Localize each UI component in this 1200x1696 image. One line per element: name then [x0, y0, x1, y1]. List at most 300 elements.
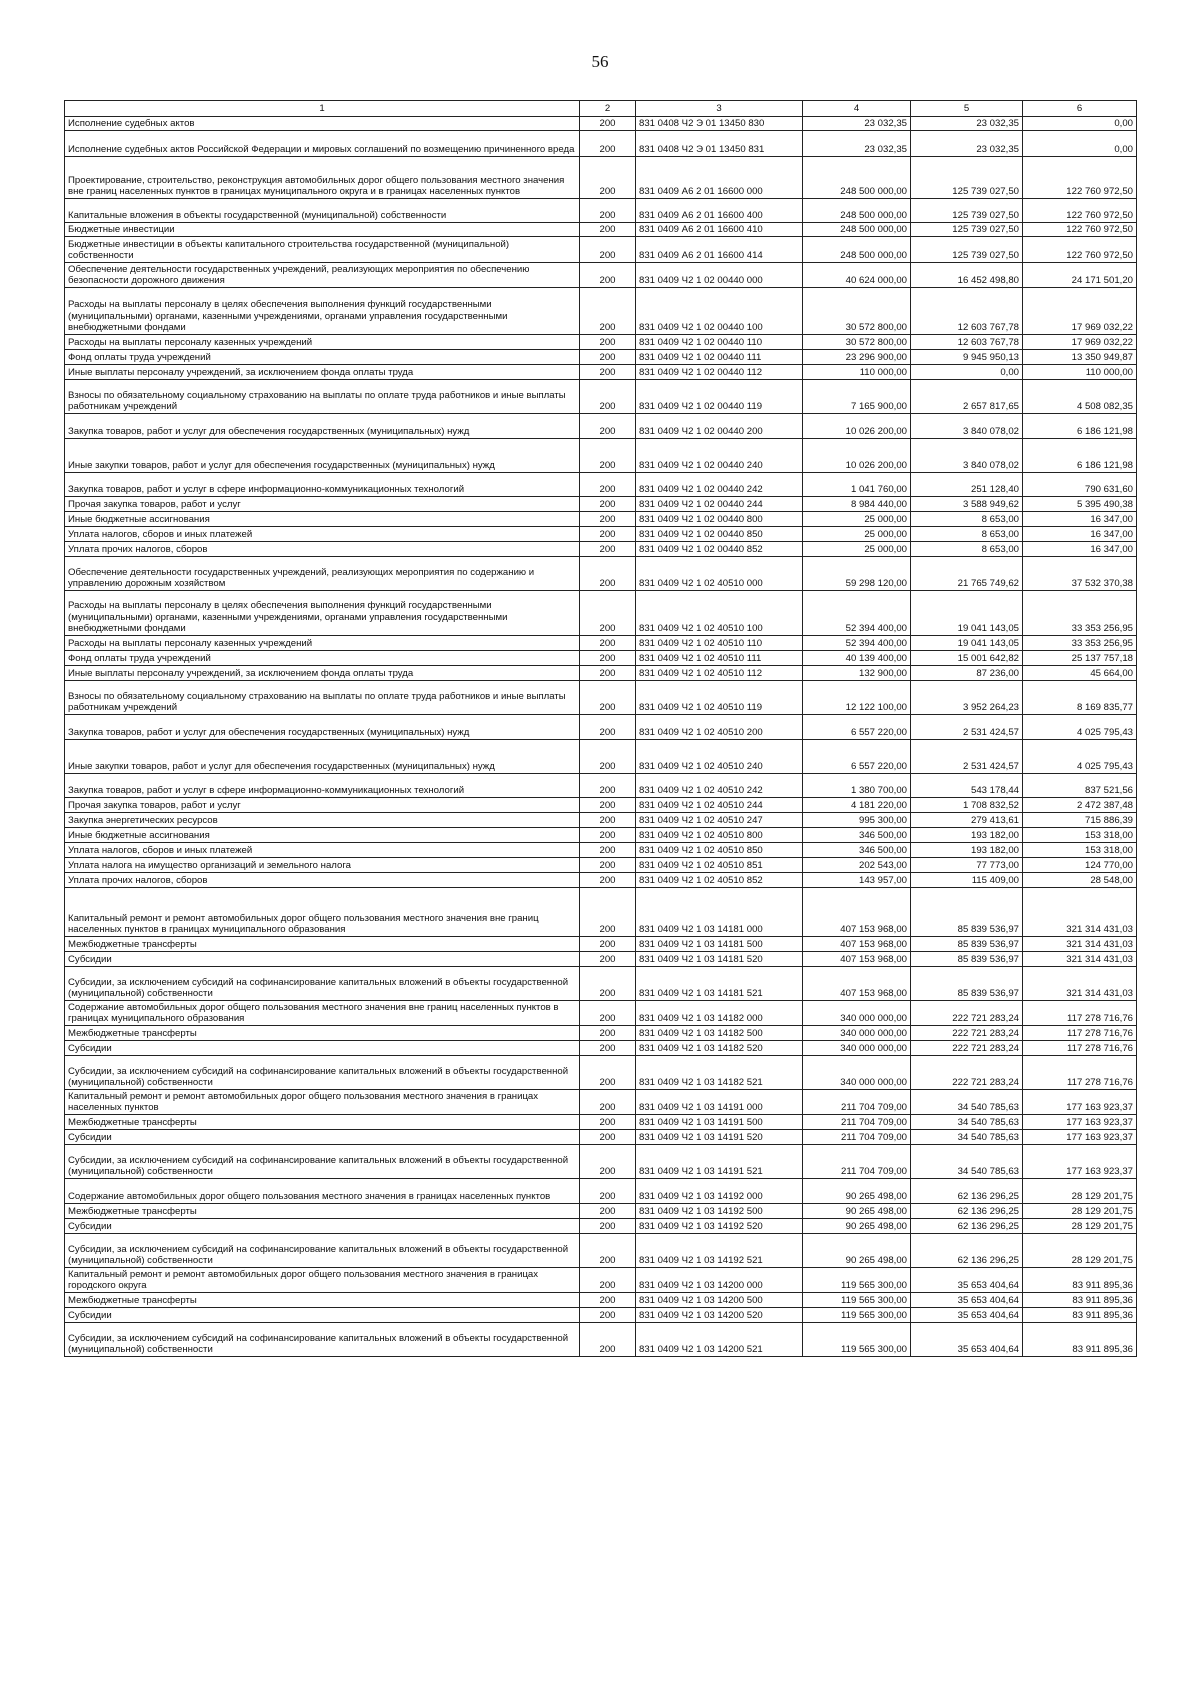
row-planned-amount: 40 624 000,00: [803, 263, 911, 288]
row-executed-amount: 3 840 078,02: [911, 439, 1023, 473]
row-unexecuted-amount: 6 186 121,98: [1023, 439, 1137, 473]
row-executed-amount: 3 840 078,02: [911, 414, 1023, 439]
row-unexecuted-amount: 4 025 795,43: [1023, 740, 1137, 774]
table-row: [65, 237, 1137, 263]
row-name: Капитальные вложения в объекты государственной (муниципальной) собственности: [65, 199, 580, 223]
row-unexecuted-amount: 0,00: [1023, 117, 1137, 131]
row-name: Субсидии: [65, 1130, 580, 1145]
table-row: [65, 380, 1137, 414]
row-admin-code: 200: [580, 1219, 636, 1234]
row-budget-code: 831 0409 Ч2 1 03 14200 520: [636, 1308, 803, 1323]
row-name: Расходы на выплаты персоналу в целях обеспечения выполнения функций государственными (муниципальными) органами, казенными учреждениями, органами управления государственными внебюджетными фондами: [65, 591, 580, 636]
row-admin-code: 200: [580, 1323, 636, 1357]
row-name: Иные выплаты персоналу учреждений, за исключением фонда оплаты труда: [65, 365, 580, 380]
row-budget-code: 831 0409 Ч2 1 02 00440 111: [636, 350, 803, 365]
row-name: Уплата прочих налогов, сборов: [65, 873, 580, 888]
row-budget-code: 831 0409 Ч2 1 03 14200 500: [636, 1293, 803, 1308]
row-unexecuted-amount: 28 129 201,75: [1023, 1219, 1137, 1234]
row-name: Закупка энергетических ресурсов: [65, 813, 580, 828]
row-planned-amount: 202 543,00: [803, 858, 911, 873]
row-unexecuted-amount: 24 171 501,20: [1023, 263, 1137, 288]
row-unexecuted-amount: 177 163 923,37: [1023, 1130, 1137, 1145]
row-unexecuted-amount: 28 129 201,75: [1023, 1204, 1137, 1219]
row-admin-code: 200: [580, 237, 636, 263]
table-row: [65, 157, 1137, 199]
row-executed-amount: 35 653 404,64: [911, 1308, 1023, 1323]
row-executed-amount: 12 603 767,78: [911, 288, 1023, 335]
row-executed-amount: 23 032,35: [911, 117, 1023, 131]
row-executed-amount: 3 588 949,62: [911, 497, 1023, 512]
row-planned-amount: 8 984 440,00: [803, 497, 911, 512]
table-row: [65, 1234, 1137, 1268]
row-name: Взносы по обязательному социальному страхованию на выплаты по оплате труда работников и иные выплаты работникам учреждений: [65, 681, 580, 715]
row-budget-code: 831 0409 Ч2 1 02 00440 119: [636, 380, 803, 414]
row-admin-code: 200: [580, 288, 636, 335]
row-name: Обеспечение деятельности государственных учреждений, реализующих мероприятия по обеспечению безопасности дорожного движения: [65, 263, 580, 288]
table-row: [65, 1090, 1137, 1115]
row-unexecuted-amount: 2 472 387,48: [1023, 798, 1137, 813]
row-planned-amount: 211 704 709,00: [803, 1145, 911, 1179]
row-unexecuted-amount: 28 548,00: [1023, 873, 1137, 888]
row-planned-amount: 10 026 200,00: [803, 414, 911, 439]
row-unexecuted-amount: 25 137 757,18: [1023, 651, 1137, 666]
row-admin-code: 200: [580, 952, 636, 967]
row-budget-code: 831 0409 Ч2 1 03 14181 000: [636, 888, 803, 937]
table-row: [65, 798, 1137, 813]
row-executed-amount: 34 540 785,63: [911, 1130, 1023, 1145]
table-row: [65, 1056, 1137, 1090]
row-executed-amount: 35 653 404,64: [911, 1293, 1023, 1308]
row-executed-amount: 125 739 027,50: [911, 157, 1023, 199]
table-row: [65, 843, 1137, 858]
table-row: [65, 1323, 1137, 1357]
row-budget-code: 831 0409 Ч2 1 02 00440 852: [636, 542, 803, 557]
table-row: [65, 666, 1137, 681]
row-executed-amount: 222 721 283,24: [911, 1041, 1023, 1056]
row-budget-code: 831 0409 Ч2 1 02 40510 247: [636, 813, 803, 828]
row-name: Межбюджетные трансферты: [65, 1204, 580, 1219]
row-budget-code: 831 0409 Ч2 1 02 40510 800: [636, 828, 803, 843]
row-executed-amount: 2 657 817,65: [911, 380, 1023, 414]
row-budget-code: 831 0409 Ч2 1 03 14192 500: [636, 1204, 803, 1219]
table-row: [65, 263, 1137, 288]
row-admin-code: 200: [580, 527, 636, 542]
column-number: 5: [911, 101, 1023, 117]
row-budget-code: 831 0409 Ч2 1 03 14191 520: [636, 1130, 803, 1145]
row-budget-code: 831 0409 А6 2 01 16600 410: [636, 223, 803, 237]
table-row: [65, 937, 1137, 952]
row-admin-code: 200: [580, 1293, 636, 1308]
table-row: [65, 1204, 1137, 1219]
row-executed-amount: 62 136 296,25: [911, 1179, 1023, 1204]
row-admin-code: 200: [580, 157, 636, 199]
row-executed-amount: 125 739 027,50: [911, 237, 1023, 263]
row-planned-amount: 407 153 968,00: [803, 967, 911, 1001]
row-budget-code: 831 0409 Ч2 1 02 40510 100: [636, 591, 803, 636]
row-name: Расходы на выплаты персоналу казенных учреждений: [65, 636, 580, 651]
row-admin-code: 200: [580, 1308, 636, 1323]
row-executed-amount: 35 653 404,64: [911, 1268, 1023, 1293]
row-unexecuted-amount: 117 278 716,76: [1023, 1056, 1137, 1090]
row-planned-amount: 119 565 300,00: [803, 1308, 911, 1323]
row-budget-code: 831 0409 Ч2 1 02 40510 240: [636, 740, 803, 774]
row-planned-amount: 340 000 000,00: [803, 1056, 911, 1090]
table-row: [65, 715, 1137, 740]
row-budget-code: 831 0409 Ч2 1 02 00440 110: [636, 335, 803, 350]
row-unexecuted-amount: 4 508 082,35: [1023, 380, 1137, 414]
row-name: Межбюджетные трансферты: [65, 937, 580, 952]
row-unexecuted-amount: 83 911 895,36: [1023, 1323, 1137, 1357]
row-executed-amount: 2 531 424,57: [911, 740, 1023, 774]
row-budget-code: 831 0409 Ч2 1 02 40510 244: [636, 798, 803, 813]
row-planned-amount: 30 572 800,00: [803, 288, 911, 335]
row-admin-code: 200: [580, 666, 636, 681]
row-executed-amount: 34 540 785,63: [911, 1145, 1023, 1179]
row-unexecuted-amount: 4 025 795,43: [1023, 715, 1137, 740]
row-planned-amount: 23 296 900,00: [803, 350, 911, 365]
table-body: [65, 101, 1137, 1357]
table-row: [65, 473, 1137, 497]
row-unexecuted-amount: 122 760 972,50: [1023, 237, 1137, 263]
row-admin-code: 200: [580, 439, 636, 473]
row-executed-amount: 222 721 283,24: [911, 1056, 1023, 1090]
row-executed-amount: 279 413,61: [911, 813, 1023, 828]
row-planned-amount: 30 572 800,00: [803, 335, 911, 350]
row-budget-code: 831 0408 Ч2 Э 01 13450 831: [636, 131, 803, 157]
table-row: [65, 651, 1137, 666]
table-row: [65, 512, 1137, 527]
table-row: [65, 497, 1137, 512]
row-name: Межбюджетные трансферты: [65, 1026, 580, 1041]
row-budget-code: 831 0409 Ч2 1 02 40510 000: [636, 557, 803, 591]
row-executed-amount: 1 708 832,52: [911, 798, 1023, 813]
row-admin-code: 200: [580, 223, 636, 237]
row-unexecuted-amount: 17 969 032,22: [1023, 288, 1137, 335]
table-row: [65, 542, 1137, 557]
table-row: [65, 952, 1137, 967]
row-budget-code: 831 0409 Ч2 1 03 14192 520: [636, 1219, 803, 1234]
row-budget-code: 831 0409 Ч2 1 02 40510 119: [636, 681, 803, 715]
table-row: [65, 350, 1137, 365]
row-admin-code: 200: [580, 774, 636, 798]
row-executed-amount: 8 653,00: [911, 512, 1023, 527]
table-row: [65, 131, 1137, 157]
table-row: [65, 813, 1137, 828]
row-budget-code: 831 0409 Ч2 1 02 00440 800: [636, 512, 803, 527]
row-name: Субсидии, за исключением субсидий на софинансирование капитальных вложений в объекты государственной (муниципальной) собственности: [65, 1145, 580, 1179]
row-planned-amount: 23 032,35: [803, 117, 911, 131]
row-unexecuted-amount: 177 163 923,37: [1023, 1145, 1137, 1179]
row-executed-amount: 16 452 498,80: [911, 263, 1023, 288]
row-planned-amount: 407 153 968,00: [803, 888, 911, 937]
row-planned-amount: 52 394 400,00: [803, 591, 911, 636]
row-unexecuted-amount: 45 664,00: [1023, 666, 1137, 681]
row-budget-code: 831 0409 Ч2 1 02 40510 242: [636, 774, 803, 798]
row-admin-code: 200: [580, 873, 636, 888]
row-unexecuted-amount: 177 163 923,37: [1023, 1090, 1137, 1115]
row-planned-amount: 340 000 000,00: [803, 1026, 911, 1041]
row-executed-amount: 115 409,00: [911, 873, 1023, 888]
row-planned-amount: 248 500 000,00: [803, 237, 911, 263]
row-name: Содержание автомобильных дорог общего пользования местного значения вне границ населенных пунктов в границах муниципального образования: [65, 1001, 580, 1026]
row-planned-amount: 340 000 000,00: [803, 1041, 911, 1056]
row-executed-amount: 85 839 536,97: [911, 888, 1023, 937]
row-planned-amount: 52 394 400,00: [803, 636, 911, 651]
row-name: Иные закупки товаров, работ и услуг для обеспечения государственных (муниципальных) нужд: [65, 439, 580, 473]
row-unexecuted-amount: 715 886,39: [1023, 813, 1137, 828]
row-name: Закупка товаров, работ и услуг в сфере информационно-коммуникационных технологий: [65, 473, 580, 497]
row-planned-amount: 1 380 700,00: [803, 774, 911, 798]
row-executed-amount: 193 182,00: [911, 828, 1023, 843]
row-budget-code: 831 0409 Ч2 1 02 00440 850: [636, 527, 803, 542]
row-admin-code: 200: [580, 473, 636, 497]
row-admin-code: 200: [580, 1130, 636, 1145]
row-unexecuted-amount: 117 278 716,76: [1023, 1001, 1137, 1026]
row-planned-amount: 346 500,00: [803, 828, 911, 843]
row-unexecuted-amount: 8 169 835,77: [1023, 681, 1137, 715]
row-unexecuted-amount: 0,00: [1023, 131, 1137, 157]
table-row: [65, 527, 1137, 542]
row-planned-amount: 10 026 200,00: [803, 439, 911, 473]
row-executed-amount: 2 531 424,57: [911, 715, 1023, 740]
row-planned-amount: 40 139 400,00: [803, 651, 911, 666]
row-executed-amount: 15 001 642,82: [911, 651, 1023, 666]
row-name: Субсидии, за исключением субсидий на софинансирование капитальных вложений в объекты государственной (муниципальной) собственности: [65, 1323, 580, 1357]
row-admin-code: 200: [580, 1268, 636, 1293]
table-row: [65, 888, 1137, 937]
row-budget-code: 831 0409 Ч2 1 02 00440 200: [636, 414, 803, 439]
row-planned-amount: 407 153 968,00: [803, 952, 911, 967]
row-budget-code: 831 0409 А6 2 01 16600 000: [636, 157, 803, 199]
row-planned-amount: 248 500 000,00: [803, 199, 911, 223]
row-name: Закупка товаров, работ и услуг для обеспечения государственных (муниципальных) нужд: [65, 715, 580, 740]
row-executed-amount: 21 765 749,62: [911, 557, 1023, 591]
row-budget-code: 831 0409 Ч2 1 02 40510 112: [636, 666, 803, 681]
row-planned-amount: 211 704 709,00: [803, 1115, 911, 1130]
row-planned-amount: 211 704 709,00: [803, 1130, 911, 1145]
row-budget-code: 831 0409 Ч2 1 02 40510 851: [636, 858, 803, 873]
row-executed-amount: 62 136 296,25: [911, 1204, 1023, 1219]
column-number: 2: [580, 101, 636, 117]
row-name: Уплата прочих налогов, сборов: [65, 542, 580, 557]
row-admin-code: 200: [580, 1115, 636, 1130]
table-row: [65, 199, 1137, 223]
table-row: [65, 335, 1137, 350]
row-executed-amount: 19 041 143,05: [911, 636, 1023, 651]
row-budget-code: 831 0409 Ч2 1 03 14182 000: [636, 1001, 803, 1026]
column-number: 3: [636, 101, 803, 117]
row-admin-code: 200: [580, 199, 636, 223]
row-name: Прочая закупка товаров, работ и услуг: [65, 798, 580, 813]
table-row: [65, 681, 1137, 715]
row-executed-amount: 35 653 404,64: [911, 1323, 1023, 1357]
table-row: [65, 1179, 1137, 1204]
row-name: Проектирование, строительство, реконструкция автомобильных дорог общего пользования местного значения вне границ населенных пунктов в границах муниципального округа и в границах населенных пунктов: [65, 157, 580, 199]
row-planned-amount: 6 557 220,00: [803, 715, 911, 740]
row-budget-code: 831 0409 Ч2 1 03 14192 000: [636, 1179, 803, 1204]
row-budget-code: 831 0409 Ч2 1 03 14181 520: [636, 952, 803, 967]
row-unexecuted-amount: 321 314 431,03: [1023, 888, 1137, 937]
row-executed-amount: 0,00: [911, 365, 1023, 380]
row-unexecuted-amount: 122 760 972,50: [1023, 223, 1137, 237]
row-admin-code: 200: [580, 967, 636, 1001]
row-planned-amount: 248 500 000,00: [803, 223, 911, 237]
row-unexecuted-amount: 110 000,00: [1023, 365, 1137, 380]
row-unexecuted-amount: 83 911 895,36: [1023, 1308, 1137, 1323]
row-unexecuted-amount: 83 911 895,36: [1023, 1268, 1137, 1293]
row-unexecuted-amount: 321 314 431,03: [1023, 967, 1137, 1001]
row-budget-code: 831 0409 Ч2 1 03 14191 521: [636, 1145, 803, 1179]
table-row: [65, 1115, 1137, 1130]
row-admin-code: 200: [580, 1090, 636, 1115]
row-unexecuted-amount: 122 760 972,50: [1023, 157, 1137, 199]
row-admin-code: 200: [580, 740, 636, 774]
row-budget-code: 831 0409 Ч2 1 02 00440 000: [636, 263, 803, 288]
row-name: Уплата налогов, сборов и иных платежей: [65, 843, 580, 858]
row-name: Субсидии, за исключением субсидий на софинансирование капитальных вложений в объекты государственной (муниципальной) собственности: [65, 1234, 580, 1268]
row-admin-code: 200: [580, 1001, 636, 1026]
row-planned-amount: 1 041 760,00: [803, 473, 911, 497]
table-row: [65, 414, 1137, 439]
row-budget-code: 831 0409 Ч2 1 03 14191 500: [636, 1115, 803, 1130]
row-budget-code: 831 0409 Ч2 1 02 40510 850: [636, 843, 803, 858]
row-budget-code: 831 0409 Ч2 1 03 14182 520: [636, 1041, 803, 1056]
row-admin-code: 200: [580, 497, 636, 512]
table-row: [65, 1308, 1137, 1323]
row-planned-amount: 407 153 968,00: [803, 937, 911, 952]
row-unexecuted-amount: 153 318,00: [1023, 843, 1137, 858]
row-planned-amount: 25 000,00: [803, 527, 911, 542]
row-unexecuted-amount: 117 278 716,76: [1023, 1041, 1137, 1056]
row-executed-amount: 8 653,00: [911, 542, 1023, 557]
row-planned-amount: 90 265 498,00: [803, 1204, 911, 1219]
row-name: Содержание автомобильных дорог общего пользования местного значения в границах населенных пунктов: [65, 1179, 580, 1204]
row-unexecuted-amount: 83 911 895,36: [1023, 1293, 1137, 1308]
row-executed-amount: 85 839 536,97: [911, 952, 1023, 967]
row-planned-amount: 119 565 300,00: [803, 1268, 911, 1293]
row-budget-code: 831 0409 Ч2 1 03 14200 000: [636, 1268, 803, 1293]
row-unexecuted-amount: 790 631,60: [1023, 473, 1137, 497]
row-unexecuted-amount: 16 347,00: [1023, 512, 1137, 527]
row-admin-code: 200: [580, 117, 636, 131]
row-admin-code: 200: [580, 591, 636, 636]
row-name: Уплата налога на имущество организаций и земельного налога: [65, 858, 580, 873]
row-admin-code: 200: [580, 1179, 636, 1204]
row-budget-code: 831 0409 Ч2 1 03 14191 000: [636, 1090, 803, 1115]
row-executed-amount: 125 739 027,50: [911, 223, 1023, 237]
row-admin-code: 200: [580, 557, 636, 591]
row-executed-amount: 222 721 283,24: [911, 1001, 1023, 1026]
row-planned-amount: 59 298 120,00: [803, 557, 911, 591]
row-name: Бюджетные инвестиции: [65, 223, 580, 237]
column-number: 6: [1023, 101, 1137, 117]
table-row: [65, 557, 1137, 591]
row-name: Закупка товаров, работ и услуг для обеспечения государственных (муниципальных) нужд: [65, 414, 580, 439]
row-admin-code: 200: [580, 651, 636, 666]
row-name: Закупка товаров, работ и услуг в сфере информационно-коммуникационных технологий: [65, 774, 580, 798]
row-budget-code: 831 0409 Ч2 1 03 14182 521: [636, 1056, 803, 1090]
row-budget-code: 831 0409 Ч2 1 02 40510 111: [636, 651, 803, 666]
row-name: Расходы на выплаты персоналу в целях обеспечения выполнения функций государственными (муниципальными) органами, казенными учреждениями, органами управления государственными внебюджетными фондами: [65, 288, 580, 335]
row-planned-amount: 340 000 000,00: [803, 1001, 911, 1026]
row-name: Межбюджетные трансферты: [65, 1115, 580, 1130]
row-admin-code: 200: [580, 937, 636, 952]
row-name: Иные бюджетные ассигнования: [65, 512, 580, 527]
row-name: Взносы по обязательному социальному страхованию на выплаты по оплате труда работников и иные выплаты работникам учреждений: [65, 380, 580, 414]
row-unexecuted-amount: 28 129 201,75: [1023, 1179, 1137, 1204]
row-planned-amount: 90 265 498,00: [803, 1234, 911, 1268]
row-executed-amount: 85 839 536,97: [911, 967, 1023, 1001]
row-budget-code: 831 0409 Ч2 1 02 40510 200: [636, 715, 803, 740]
row-executed-amount: 34 540 785,63: [911, 1090, 1023, 1115]
row-name: Капитальный ремонт и ремонт автомобильных дорог общего пользования местного значения в границах населенных пунктов: [65, 1090, 580, 1115]
row-admin-code: 200: [580, 1234, 636, 1268]
column-number: 4: [803, 101, 911, 117]
table-row: [65, 873, 1137, 888]
row-name: Бюджетные инвестиции в объекты капитального строительства государственной (муниципальной) собственности: [65, 237, 580, 263]
column-number-row: [65, 101, 1137, 117]
row-name: Субсидии: [65, 1219, 580, 1234]
row-unexecuted-amount: 16 347,00: [1023, 527, 1137, 542]
row-admin-code: 200: [580, 1026, 636, 1041]
row-admin-code: 200: [580, 350, 636, 365]
row-planned-amount: 132 900,00: [803, 666, 911, 681]
row-planned-amount: 143 957,00: [803, 873, 911, 888]
row-executed-amount: 251 128,40: [911, 473, 1023, 497]
row-name: Исполнение судебных актов Российской Федерации и мировых соглашений по возмещению причиненного вреда: [65, 131, 580, 157]
row-name: Прочая закупка товаров, работ и услуг: [65, 497, 580, 512]
row-admin-code: 200: [580, 1145, 636, 1179]
table-row: [65, 1293, 1137, 1308]
row-admin-code: 200: [580, 263, 636, 288]
row-unexecuted-amount: 13 350 949,87: [1023, 350, 1137, 365]
row-planned-amount: 25 000,00: [803, 512, 911, 527]
row-budget-code: 831 0408 Ч2 Э 01 13450 830: [636, 117, 803, 131]
table-row: [65, 591, 1137, 636]
row-admin-code: 200: [580, 380, 636, 414]
row-budget-code: 831 0409 Ч2 1 02 40510 852: [636, 873, 803, 888]
row-planned-amount: 110 000,00: [803, 365, 911, 380]
row-name: Уплата налогов, сборов и иных платежей: [65, 527, 580, 542]
row-executed-amount: 19 041 143,05: [911, 591, 1023, 636]
row-budget-code: 831 0409 А6 2 01 16600 414: [636, 237, 803, 263]
table-row: [65, 117, 1137, 131]
row-budget-code: 831 0409 Ч2 1 03 14181 521: [636, 967, 803, 1001]
budget-execution-table: [64, 100, 1137, 1357]
table-row: [65, 1145, 1137, 1179]
row-executed-amount: 543 178,44: [911, 774, 1023, 798]
row-budget-code: 831 0409 Ч2 1 02 40510 110: [636, 636, 803, 651]
row-budget-code: 831 0409 Ч2 1 03 14200 521: [636, 1323, 803, 1357]
row-name: Иные бюджетные ассигнования: [65, 828, 580, 843]
row-unexecuted-amount: 6 186 121,98: [1023, 414, 1137, 439]
row-planned-amount: 211 704 709,00: [803, 1090, 911, 1115]
row-executed-amount: 8 653,00: [911, 527, 1023, 542]
row-unexecuted-amount: 117 278 716,76: [1023, 1026, 1137, 1041]
row-planned-amount: 4 181 220,00: [803, 798, 911, 813]
row-planned-amount: 23 032,35: [803, 131, 911, 157]
table-row: [65, 740, 1137, 774]
table-row: [65, 1001, 1137, 1026]
row-planned-amount: 12 122 100,00: [803, 681, 911, 715]
row-name: Иные закупки товаров, работ и услуг для обеспечения государственных (муниципальных) нужд: [65, 740, 580, 774]
row-unexecuted-amount: 28 129 201,75: [1023, 1234, 1137, 1268]
row-name: Фонд оплаты труда учреждений: [65, 651, 580, 666]
row-admin-code: 200: [580, 365, 636, 380]
row-admin-code: 200: [580, 798, 636, 813]
row-unexecuted-amount: 321 314 431,03: [1023, 937, 1137, 952]
row-name: Субсидии, за исключением субсидий на софинансирование капитальных вложений в объекты государственной (муниципальной) собственности: [65, 967, 580, 1001]
